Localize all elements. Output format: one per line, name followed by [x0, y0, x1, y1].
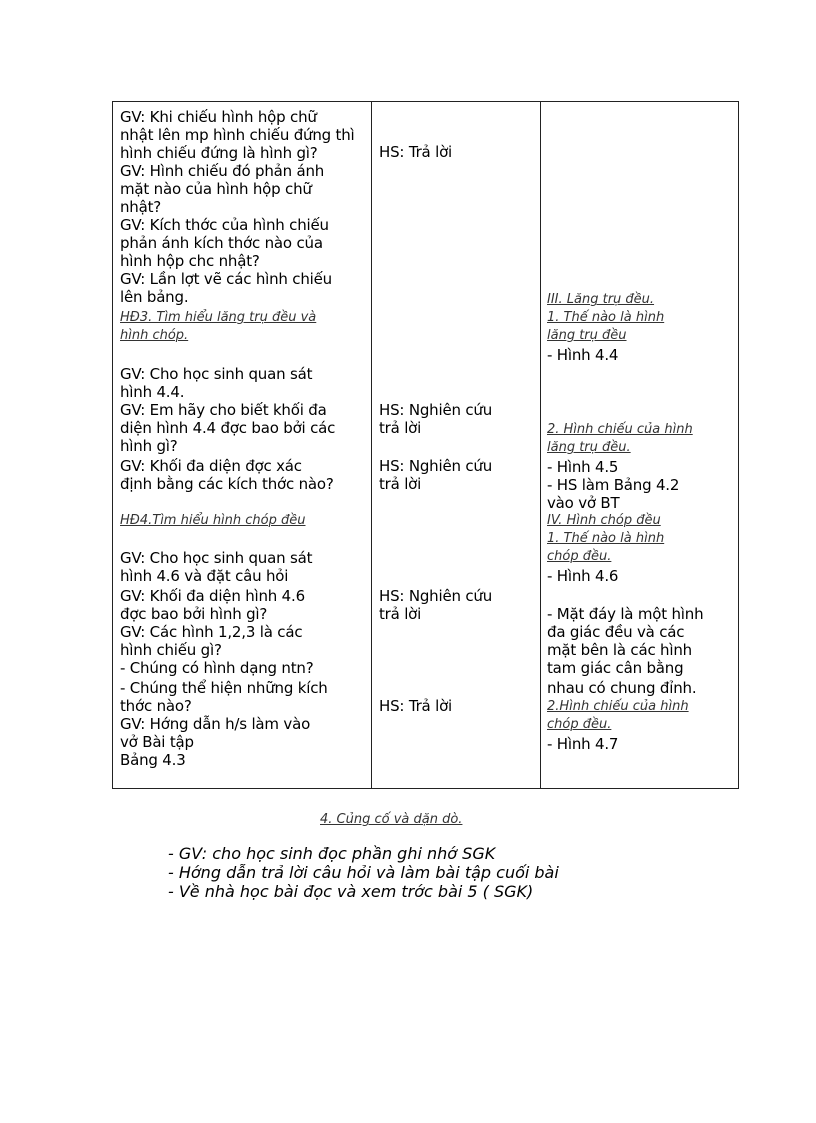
- teacher-line: hình chiếu đứng là hình gì?: [120, 144, 318, 162]
- content-line: - HS làm Bảng 4.2: [547, 476, 680, 494]
- hd3-heading: HĐ3. Tìm hiểu lăng trụ đều và: [120, 310, 317, 325]
- teacher-line: Bảng 4.3: [120, 751, 186, 769]
- teacher-line: hình 4.4.: [120, 383, 185, 401]
- lesson-table: [112, 101, 739, 789]
- content-line: - Hình 4.5: [547, 458, 619, 476]
- section4-heading: 1. Thế nào là hình: [547, 531, 665, 546]
- section3-heading: 1. Thế nào là hình: [547, 310, 665, 325]
- section4-heading: IV. Hình chóp đều: [547, 513, 661, 528]
- teacher-line: hình gì?: [120, 437, 178, 455]
- teacher-line: GV: Kích thớc của hình chiếu: [120, 216, 329, 234]
- student-answer: HS: Trả lời: [379, 697, 453, 715]
- teacher-line: GV: Hớng dẫn h/s làm vào: [120, 715, 311, 733]
- teacher-line: hình 4.6 và đặt câu hỏi: [120, 567, 289, 585]
- definition-line: nhau có chung đỉnh.: [547, 679, 697, 697]
- subsection-heading: lăng trụ đều.: [547, 440, 631, 455]
- content-line: - Hình 4.6: [547, 567, 619, 585]
- footer-bullet: - Về nhà học bài đọc và xem trớc bài 5 ( SGK): [168, 882, 534, 901]
- teacher-line: diện hình 4.4 đợc bao bởi các: [120, 419, 336, 437]
- hd3-heading: hình chóp.: [120, 328, 189, 343]
- teacher-line: - Chúng thể hiện những kích: [120, 679, 328, 697]
- teacher-line: lên bảng.: [120, 288, 189, 306]
- teacher-line: thớc nào?: [120, 697, 192, 715]
- teacher-line: - Chúng có hình dạng ntn?: [120, 659, 314, 677]
- teacher-line: mặt nào của hình hộp chữ: [120, 180, 312, 198]
- footer-heading: 4. Củng cố và dặn dò.: [320, 812, 463, 827]
- definition-line: - Mặt đáy là một hình: [547, 605, 704, 623]
- content-line: - Hình 4.7: [547, 735, 619, 753]
- definition-line: tam giác cân bằng: [547, 659, 684, 677]
- teacher-line: GV: Cho học sinh quan sát: [120, 549, 313, 567]
- student-answer: HS: Nghiên cứu: [379, 457, 493, 475]
- teacher-line: GV: Em hãy cho biết khối đa: [120, 401, 327, 419]
- section3-heading: III. Lăng trụ đều.: [547, 292, 655, 307]
- teacher-line: GV: Cho học sinh quan sát: [120, 365, 313, 383]
- teacher-line: GV: Lần lợt vẽ các hình chiếu: [120, 270, 332, 288]
- student-answer: HS: Trả lời: [379, 143, 453, 161]
- teacher-line: nhật?: [120, 198, 162, 216]
- teacher-line: hình chiếu gì?: [120, 641, 222, 659]
- student-answer: HS: Nghiên cứu: [379, 587, 493, 605]
- teacher-line: vở Bài tập: [120, 733, 194, 751]
- teacher-line: GV: Các hình 1,2,3 là các: [120, 623, 303, 641]
- definition-line: đa giác đều và các: [547, 623, 685, 641]
- student-answer: trả lời: [379, 475, 422, 493]
- subsection-heading: 2.Hình chiếu của hình: [547, 699, 689, 714]
- footer-bullet: - GV: cho học sinh đọc phần ghi nhớ SGK: [168, 844, 496, 863]
- definition-line: mặt bên là các hình: [547, 641, 692, 659]
- teacher-line: GV: Khi chiếu hình hộp chữ: [120, 108, 317, 126]
- section3-heading: lăng trụ đều: [547, 328, 627, 343]
- student-answer: trả lời: [379, 605, 422, 623]
- student-answer: HS: Nghiên cứu: [379, 401, 493, 419]
- footer-bullet: - Hớng dẫn trả lời câu hỏi và làm bài tập cuối bài: [168, 863, 559, 882]
- column-divider-1: [371, 102, 372, 788]
- section4-heading: chóp đều.: [547, 549, 612, 564]
- teacher-line: phản ánh kích thớc nào của: [120, 234, 323, 252]
- teacher-line: GV: Hình chiếu đó phản ánh: [120, 162, 325, 180]
- teacher-line: hình hộp chc nhật?: [120, 252, 260, 270]
- teacher-line: đợc bao bởi hình gì?: [120, 605, 268, 623]
- subsection-heading: chóp đều.: [547, 717, 612, 732]
- teacher-line: GV: Khối đa diện hình 4.6: [120, 587, 305, 605]
- teacher-line: nhật lên mp hình chiếu đứng thì: [120, 126, 355, 144]
- student-answer: trả lời: [379, 419, 422, 437]
- hd4-heading: HĐ4.Tìm hiểu hình chóp đều: [120, 513, 306, 528]
- teacher-line: GV: Khối đa diện đợc xác: [120, 457, 302, 475]
- content-line: vào vở BT: [547, 494, 620, 512]
- column-divider-2: [540, 102, 541, 788]
- subsection-heading: 2. Hình chiếu của hình: [547, 422, 693, 437]
- teacher-line: định bằng các kích thớc nào?: [120, 475, 334, 493]
- content-line: - Hình 4.4: [547, 346, 619, 364]
